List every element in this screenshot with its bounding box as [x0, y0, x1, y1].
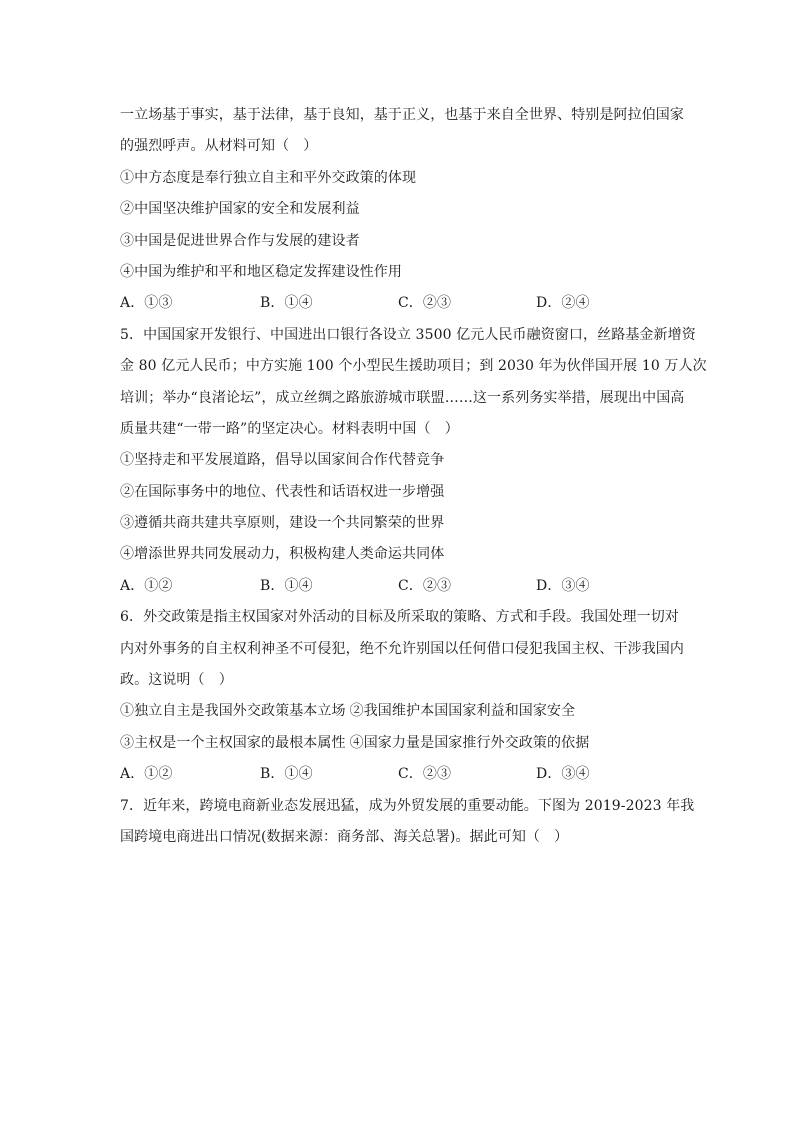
question-7: [120, 791, 695, 854]
statement-item: ①坚持走和平发展道路，倡导以国家间合作代替竞争: [120, 452, 445, 469]
option-a: A．①③: [120, 295, 173, 312]
question-stem-line: 一立场基于事实，基于法律，基于良知，基于正义，也基于来自全世界、特别是阿拉伯国家: [120, 107, 684, 123]
option-a: A．①②: [120, 577, 173, 594]
statement-item: ④国家力量是国家推行外交政策的依据: [349, 734, 590, 751]
option-c: C．②③: [398, 295, 452, 312]
statement-item: ②我国维护本国国家利益和国家安全: [349, 703, 576, 720]
question-stem-line: 内对外事务的自主权利神圣不可侵犯，绝不允许别国以任何借口侵犯我国主权、干涉我国内: [120, 640, 684, 657]
question-stem-line: 的强烈呼声。从材料可知（ ）: [120, 138, 318, 155]
statement-item: ②在国际事务中的地位、代表性和话语权进一步增强: [120, 483, 445, 500]
answer-options: [120, 571, 680, 602]
option-d: D．③④: [536, 766, 590, 783]
statement-item: ④增添世界共同发展动力，积极构建人类命运共同体: [120, 546, 445, 563]
question-6: [120, 602, 684, 790]
question-stem-line: 6．外交政策是指主权国家对外活动的目标及所采取的策略、方式和手段。我国处理一切对: [120, 609, 679, 626]
question-4: [120, 100, 684, 320]
statement-item: ③遵循共商共建共享原则，建设一个共同繁荣的世界: [120, 515, 445, 532]
option-b: B．①④: [260, 295, 313, 312]
option-a: A．①②: [120, 766, 173, 783]
statement-item: ①独立自主是我国外交政策基本立场: [120, 703, 346, 720]
statement-item: ④中国为维护和平和地区稳定发挥建设性作用: [120, 263, 402, 280]
question-stem-line: 质量共建“一带一路”的坚定决心。材料表明中国（ ）: [120, 420, 459, 437]
question-stem-line: 政。这说明（ ）: [120, 672, 233, 689]
option-d: D．②④: [536, 295, 590, 312]
statement-item: ①中方态度是奉行独立自主和平外交政策的体现: [120, 169, 417, 186]
option-b: B．①④: [260, 766, 313, 783]
question-5: [120, 320, 707, 603]
statement-item: ③中国是促进世界合作与发展的建设者: [120, 232, 360, 249]
question-stem-line: 国跨境电商进出口情况(数据来源：商务部、海关总署)。据此可知（ ）: [120, 828, 569, 845]
question-stem-line: 5．中国国家开发银行、中国进出口银行各设立 3500 亿元人民币融资窗口，丝路基金新增资: [120, 326, 696, 343]
question-stem-line: 7．近年来，跨境电商新业态发展迅猛，成为外贸发展的重要动能。下图为 2019-2023 年我: [120, 797, 695, 814]
question-stem-line: 培训；举办“良渚论坛”，成立丝绸之路旅游城市联盟……这一系列务实举措，展现出中国高: [120, 389, 685, 406]
statement-item: ③主权是一个主权国家的最根本属性: [120, 734, 346, 751]
question-content: [120, 100, 707, 853]
option-c: C．②③: [398, 577, 452, 594]
statement-item: ②中国坚决维护国家的安全和发展利益: [120, 201, 360, 218]
question-stem-line: 金 80 亿元人民币；中方实施 100 个小型民生援助项目；到 2030 年为伙伴国开展 10 万人次: [120, 358, 707, 375]
statement-pair: [120, 696, 680, 727]
statement-pair: [120, 728, 680, 759]
answer-options: [120, 288, 680, 319]
option-b: B．①④: [260, 577, 313, 594]
option-c: C．②③: [398, 766, 452, 783]
option-d: D．③④: [536, 577, 590, 594]
answer-options: [120, 759, 680, 790]
